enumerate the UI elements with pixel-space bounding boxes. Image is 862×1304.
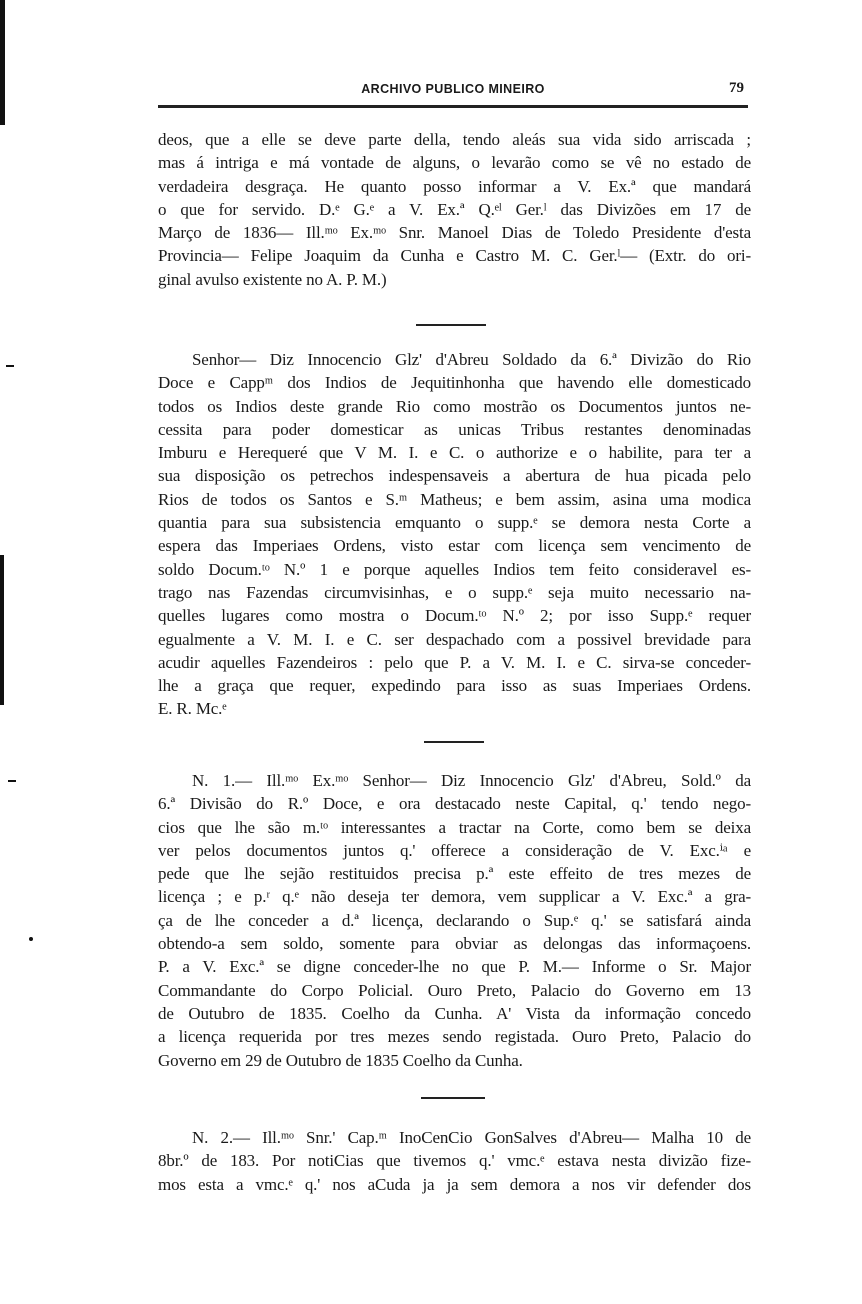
scan-edge-mark (8, 780, 16, 782)
text-line: Imburu e Herequeré que V M. I. e C. o authorize e o habilite, para ter a (158, 443, 751, 463)
running-header (158, 80, 748, 104)
text-line: ginal avulso existente no A. P. M.) (158, 269, 387, 289)
text-line: 8br.º de 183. Por notiCias que tivemos q.' vmc.ᵉ estava nesta divizão fize- (158, 1151, 751, 1171)
text-line: egualmente a V. M. I. e C. ser despachado com a possivel brevidade para (158, 629, 751, 649)
text-line: verdadeira desgraça. He quanto posso informar a V. Ex.ª que mandará (158, 176, 751, 196)
text-line: N. 1.— Ill.ᵐᵒ Ex.ᵐᵒ Senhor— Diz Innocencio Glz' d'Abreu, Sold.º da (192, 771, 751, 790)
text-line: Rios de todos os Santos e S.ᵐ Matheus; e bem assim, asina uma modica (158, 489, 751, 509)
text-line: Doce e Cappᵐ dos Indios de Jequitinhonha que havendo elle domesticado (158, 373, 751, 393)
document-1-paragraph (158, 769, 751, 1072)
text-line: mas á intriga e má vontade de alguns, o levarão como se vê no estado de (158, 153, 751, 173)
text-line: E. R. Mc.ᵉ (158, 699, 227, 719)
text-line: cessita para poder domesticar as unicas Tribus restantes denominadas (158, 419, 751, 439)
section-separator (424, 741, 484, 743)
text-line: de Outubro de 1835. Coelho da Cunha. A' Vista da informação concedo (158, 1003, 751, 1023)
petition-paragraph (158, 348, 751, 721)
text-line: sua disposição os petrechos indespensaveis a abertura de hua picada pelo (158, 466, 751, 486)
text-line: ça de lhe conceder a d.ª licença, declarando o Sup.ᵉ q.' se satisfará ainda (158, 910, 751, 930)
scan-edge-mark (0, 0, 5, 125)
text-line: P. a V. Exc.ª se digne conceder-lhe no que P. M.— Informe o Sr. Major (158, 957, 751, 977)
text-line: espera das Imperiaes Ordens, visto estar com licença sem vencimento de (158, 536, 751, 556)
text-line: licença ; e p.ʳ q.ᵉ não deseja ter demora, vem supplicar a V. Exc.ª a gra- (158, 887, 751, 907)
text-line: Commandante do Corpo Policial. Ouro Preto, Palacio do Governo em 13 (158, 980, 751, 1000)
text-line: acudir aquelles Fazendeiros : pelo que P. a V. M. I. e C. sirva-se conceder- (158, 652, 751, 672)
text-line: Provincia— Felipe Joaquim da Cunha e Castro M. C. Ger.ˡ— (Extr. do ori- (158, 246, 751, 266)
text-line: cios que lhe são m.ᵗᵒ interessantes a tractar na Corte, como bem se deixa (158, 817, 751, 837)
text-line: quelles lugares como mostra o Docum.ᵗᵒ N.º 2; por isso Supp.ᵉ requer (158, 606, 751, 626)
text-line: todos os Indios deste grande Rio como mostrão os Documentos juntos ne- (158, 396, 751, 416)
scan-edge-mark (0, 555, 4, 705)
text-line: a licença requerida por tres mezes sendo registada. Ouro Preto, Palacio do (158, 1027, 751, 1047)
text-line: pede que lhe sejão restituidos precisa p.ª este effeito de tres mezes de (158, 864, 751, 884)
scan-edge-mark (6, 365, 14, 367)
text-line: deos, que a elle se deve parte della, tendo aleás sua vida sido arriscada ; (158, 130, 751, 149)
text-line: Senhor— Diz Innocencio Glz' d'Abreu Soldado da 6.ª Divizão do Rio (192, 350, 751, 369)
text-line: trago nas Fazendas circumvisinhas, e o supp.ᵉ seja muito necessario na- (158, 582, 751, 602)
text-line: Governo em 29 de Outubro de 1835 Coelho da Cunha. (158, 1050, 523, 1070)
section-separator (421, 1097, 485, 1099)
text-line: N. 2.— Ill.ᵐᵒ Snr.' Cap.ᵐ InoCenCio GonSalves d'Abreu— Malha 10 de (192, 1128, 751, 1147)
scan-edge-mark (29, 937, 33, 941)
text-line: o que for servido. D.ᵉ G.ᵉ a V. Ex.ª Q.ᵉˡ Ger.ˡ das Divizões em 17 de (158, 199, 751, 219)
paragraph-continuation (158, 128, 751, 291)
text-line: quantia para sua subsistencia emquanto o supp.ᵉ se demora nesta Corte a (158, 513, 751, 533)
text-line: Março de 1836— Ill.ᵐᵒ Ex.ᵐᵒ Snr. Manoel Dias de Toledo Presidente d'esta (158, 223, 751, 243)
text-line: soldo Docum.ᵗᵒ N.º 1 e porque aquelles Indios tem feito consideravel es- (158, 559, 751, 579)
document-2-paragraph (158, 1126, 751, 1196)
section-separator (416, 324, 486, 326)
text-line: ver pelos documentos juntos q.' offerece a consideração de V. Exc.ⁱᵃ e (158, 840, 751, 860)
text-line: 6.ª Divisão do R.º Doce, e ora destacado neste Capital, q.' tendo nego- (158, 794, 751, 814)
page-number: 79 (729, 80, 744, 96)
header-rule (158, 105, 748, 108)
text-line: obtendo-a sem soldo, somente para obviar as delongas das informaçoens. (158, 934, 751, 954)
text-line: mos esta a vmc.ᵉ q.' nos aCuda ja ja sem demora a nos vir defender dos (158, 1174, 751, 1194)
text-line: lhe a graça que requer, expedindo para isso as suas Imperiaes Ordens. (158, 676, 751, 696)
header-title: ARCHIVO PUBLICO MINEIRO (361, 82, 545, 96)
